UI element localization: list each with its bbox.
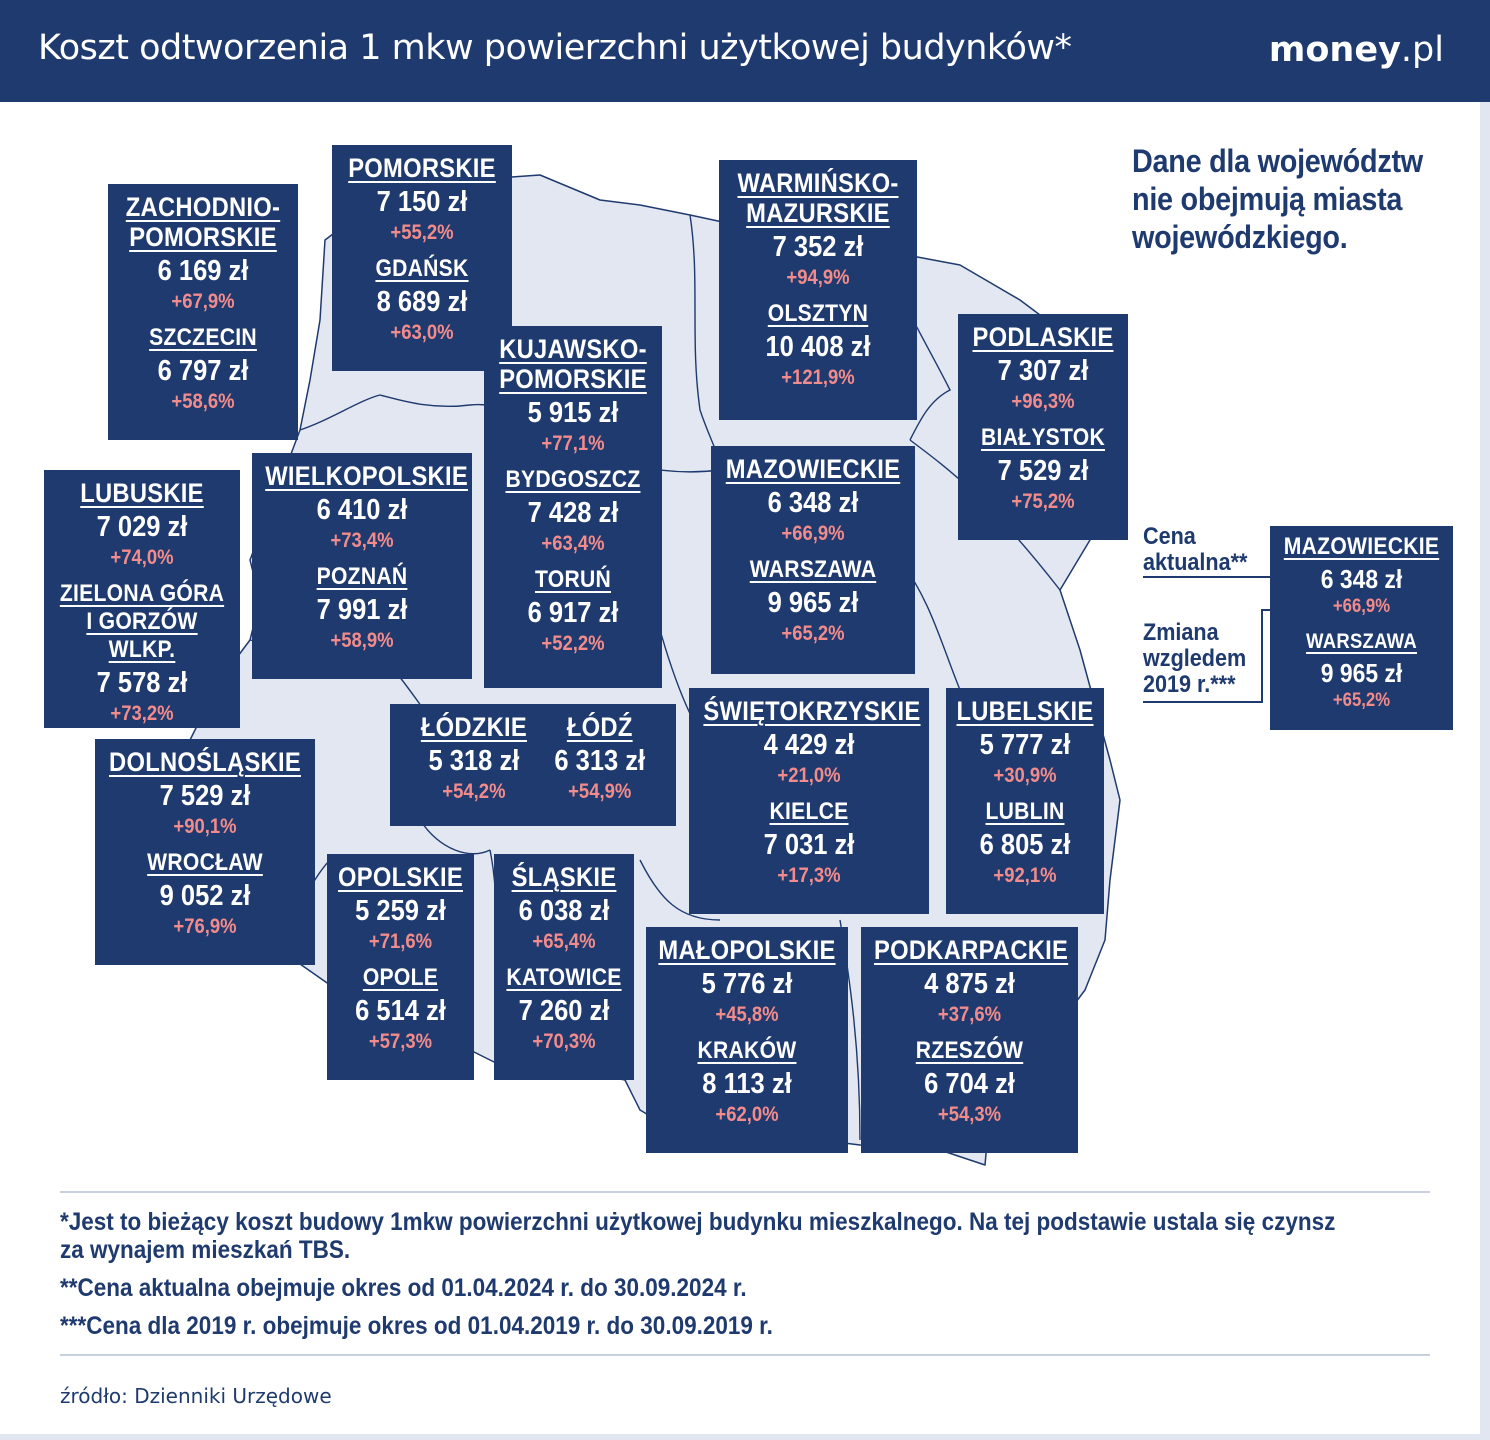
city-price: 6 805 zł bbox=[979, 829, 1071, 861]
city-name: ŁÓDŹ bbox=[566, 712, 633, 742]
city-name: ZIELONA GÓRA I GORZÓW WLKP. bbox=[59, 580, 225, 663]
region-price: 6 410 zł bbox=[316, 494, 408, 526]
city-change: +62,0% bbox=[715, 1103, 779, 1126]
city-name: BIAŁYSTOK bbox=[980, 424, 1106, 451]
region-box-lubuskie bbox=[44, 470, 240, 728]
region-change: +67,9% bbox=[171, 290, 235, 313]
city-price: 7 428 zł bbox=[527, 497, 619, 529]
region-change: +66,9% bbox=[781, 522, 845, 545]
region-change: +96,3% bbox=[1011, 390, 1075, 413]
city-change: +58,6% bbox=[171, 390, 235, 413]
city-change: +76,9% bbox=[173, 915, 237, 938]
region-box-malopolskie bbox=[646, 927, 848, 1153]
region-name: POMORSKIE bbox=[348, 153, 496, 183]
city-price: 9 965 zł bbox=[1320, 658, 1403, 688]
city-price: 9 052 zł bbox=[159, 880, 251, 912]
city-name: WARSZAWA bbox=[749, 556, 877, 583]
region-price: 7 307 zł bbox=[997, 355, 1089, 387]
footnotes bbox=[60, 1208, 1336, 1350]
region-name: WIELKOPOLSKIE bbox=[265, 461, 468, 491]
region-name: KUJAWSKO- POMORSKIE bbox=[499, 334, 647, 394]
city-change: +65,2% bbox=[1332, 690, 1391, 711]
region-name: PODKARPACKIE bbox=[874, 935, 1069, 965]
region-name: ZACHODNIO- POMORSKIE bbox=[125, 192, 281, 252]
city-change: +73,2% bbox=[110, 702, 174, 725]
region-price: 4 429 zł bbox=[763, 729, 855, 761]
city-name: KRAKÓW bbox=[697, 1037, 797, 1064]
region-name: ŁÓDZKIE bbox=[420, 712, 527, 742]
region-name: PODLASKIE bbox=[972, 322, 1114, 352]
legend-price-label: Cena aktualna** bbox=[1143, 523, 1248, 576]
region-name: MAZOWIECKIE bbox=[1283, 533, 1440, 560]
footnote-top-divider bbox=[60, 1191, 1430, 1193]
city-name: SZCZECIN bbox=[149, 324, 257, 351]
region-change: +94,9% bbox=[786, 266, 850, 289]
region-price: 7 150 zł bbox=[376, 186, 468, 218]
city-price: 7 260 zł bbox=[518, 995, 610, 1027]
city-name: POZNAŃ bbox=[316, 563, 408, 590]
city-change: +65,2% bbox=[781, 622, 845, 645]
region-box-dolnoslaskie bbox=[95, 739, 315, 965]
city-change: +58,9% bbox=[330, 629, 394, 652]
region-box-warminsko-mazurskie bbox=[719, 160, 917, 420]
city-price: 6 797 zł bbox=[157, 355, 249, 387]
region-name: DOLNOŚLĄSKIE bbox=[109, 747, 301, 777]
footnote-1: *Jest to bieżący koszt budowy 1mkw powierzchni użytkowej budynku mieszkalnego. Na tej podstawie ustala się czynsz za wynajem mieszkań TBS. bbox=[60, 1208, 1336, 1264]
region-name: MAŁOPOLSKIE bbox=[658, 935, 836, 965]
city-price: 7 578 zł bbox=[96, 667, 188, 699]
logo-main: money bbox=[1268, 30, 1401, 70]
region-price: 5 915 zł bbox=[527, 397, 619, 429]
region-column bbox=[421, 704, 527, 808]
city-name: BYDGOSZCZ bbox=[505, 466, 641, 493]
city-change: +70,3% bbox=[532, 1030, 596, 1053]
region-price: 5 777 zł bbox=[979, 729, 1071, 761]
city-name: LUBLIN bbox=[985, 798, 1065, 825]
region-change: +54,2% bbox=[442, 780, 506, 803]
city-change: +63,4% bbox=[541, 532, 605, 555]
city2-change: +52,2% bbox=[541, 632, 605, 655]
region-change: +77,1% bbox=[541, 432, 605, 455]
city-price: 9 965 zł bbox=[767, 587, 859, 619]
source-text: źródło: Dzienniki Urzędowe bbox=[60, 1384, 332, 1408]
region-price: 5 259 zł bbox=[355, 895, 446, 927]
region-name: ŚLĄSKIE bbox=[511, 862, 617, 892]
region-price: 5 318 zł bbox=[428, 745, 520, 777]
region-price: 7 529 zł bbox=[159, 780, 251, 812]
region-box-podlaskie bbox=[958, 314, 1128, 540]
region-name: ŚWIĘTOKRZYSKIE bbox=[703, 696, 921, 726]
city-price: 6 514 zł bbox=[355, 995, 446, 1027]
city-name: RZESZÓW bbox=[915, 1037, 1024, 1064]
region-price: 6 038 zł bbox=[518, 895, 610, 927]
region-change: +71,6% bbox=[368, 930, 433, 953]
city-name: WROCŁAW bbox=[147, 849, 263, 876]
city-change: +75,2% bbox=[1011, 490, 1075, 513]
region-change: +66,9% bbox=[1332, 596, 1391, 617]
city-name: OLSZTYN bbox=[767, 300, 869, 327]
legend-change-label: Zmiana wzgledem 2019 r.*** bbox=[1143, 619, 1247, 698]
region-name: LUBELSKIE bbox=[956, 696, 1094, 726]
city-price: 10 408 zł bbox=[765, 331, 871, 363]
page-title: Koszt odtworzenia 1 mkw powierzchni użytkowej budynków* bbox=[38, 28, 1072, 68]
region-box-mazowieckie bbox=[711, 446, 915, 674]
footnote-bottom-divider bbox=[60, 1354, 1430, 1356]
region-price: 6 348 zł bbox=[767, 487, 859, 519]
region-price: 6 348 zł bbox=[1320, 564, 1403, 594]
region-price: 4 875 zł bbox=[924, 968, 1015, 1000]
region-name: LUBUSKIE bbox=[80, 478, 204, 508]
city-name: KATOWICE bbox=[506, 964, 622, 991]
region-change: +55,2% bbox=[390, 221, 454, 244]
city-price: 7 529 zł bbox=[997, 455, 1089, 487]
region-price: 6 169 zł bbox=[157, 255, 249, 287]
city-change: +54,9% bbox=[568, 780, 632, 803]
city-change: +57,3% bbox=[368, 1030, 433, 1053]
region-box-opolskie bbox=[327, 854, 474, 1080]
region-change: +90,1% bbox=[173, 815, 237, 838]
region-change: +21,0% bbox=[777, 764, 841, 787]
city2-price: 6 917 zł bbox=[527, 597, 619, 629]
city-change: +121,9% bbox=[781, 366, 855, 389]
city-name: OPOLE bbox=[362, 964, 439, 991]
note-text: Dane dla województw nie obejmują miasta wojewódzkiego. bbox=[1132, 143, 1423, 255]
region-box-podkarpackie bbox=[861, 927, 1078, 1153]
region-change: +65,4% bbox=[532, 930, 596, 953]
region-change: +37,6% bbox=[937, 1003, 1002, 1026]
city-change: +63,0% bbox=[390, 321, 454, 344]
city2-name: TORUŃ bbox=[534, 566, 612, 593]
region-name: MAZOWIECKIE bbox=[725, 454, 901, 484]
city-name: GDAŃSK bbox=[375, 255, 469, 282]
region-change: +45,8% bbox=[715, 1003, 779, 1026]
city-change: +92,1% bbox=[993, 864, 1057, 887]
region-price: 7 352 zł bbox=[772, 231, 864, 263]
city-price: 7 991 zł bbox=[316, 594, 408, 626]
region-box-wielkopolskie bbox=[252, 453, 472, 679]
region-box-kujawsko-pomorskie bbox=[484, 326, 662, 688]
city-change: +54,3% bbox=[937, 1103, 1002, 1126]
region-box-zachodniopomorskie bbox=[108, 184, 298, 440]
region-box-lubelskie bbox=[946, 688, 1104, 914]
region-price: 7 029 zł bbox=[96, 511, 188, 543]
city-price: 8 113 zł bbox=[702, 1068, 792, 1100]
city-price: 6 704 zł bbox=[924, 1068, 1015, 1100]
region-name: OPOLSKIE bbox=[338, 862, 463, 892]
region-box-slaskie bbox=[494, 854, 634, 1080]
footnote-2: **Cena aktualna obejmuje okres od 01.04.2024 r. do 30.09.2024 r. bbox=[60, 1274, 747, 1302]
city-column bbox=[554, 704, 645, 808]
city-name: WARSZAWA bbox=[1306, 630, 1417, 653]
region-change: +73,4% bbox=[330, 529, 394, 552]
city-name: KIELCE bbox=[769, 798, 849, 825]
city-price: 7 031 zł bbox=[763, 829, 855, 861]
region-box-swietokrzyskie bbox=[689, 688, 929, 914]
region-change: +30,9% bbox=[993, 764, 1057, 787]
city-change: +17,3% bbox=[777, 864, 841, 887]
region-box-lodzkie bbox=[390, 704, 676, 826]
city-price: 6 313 zł bbox=[554, 745, 646, 777]
region-price: 5 776 zł bbox=[701, 968, 793, 1000]
footnote-3: ***Cena dla 2019 r. obejmuje okres od 01.04.2019 r. do 30.09.2019 r. bbox=[60, 1312, 773, 1340]
city-price: 8 689 zł bbox=[376, 286, 468, 318]
region-name: WARMIŃSKO- MAZURSKIE bbox=[737, 168, 899, 228]
legend-example-box bbox=[1270, 526, 1453, 730]
region-change: +74,0% bbox=[110, 546, 174, 569]
logo-suffix: .pl bbox=[1400, 30, 1444, 70]
